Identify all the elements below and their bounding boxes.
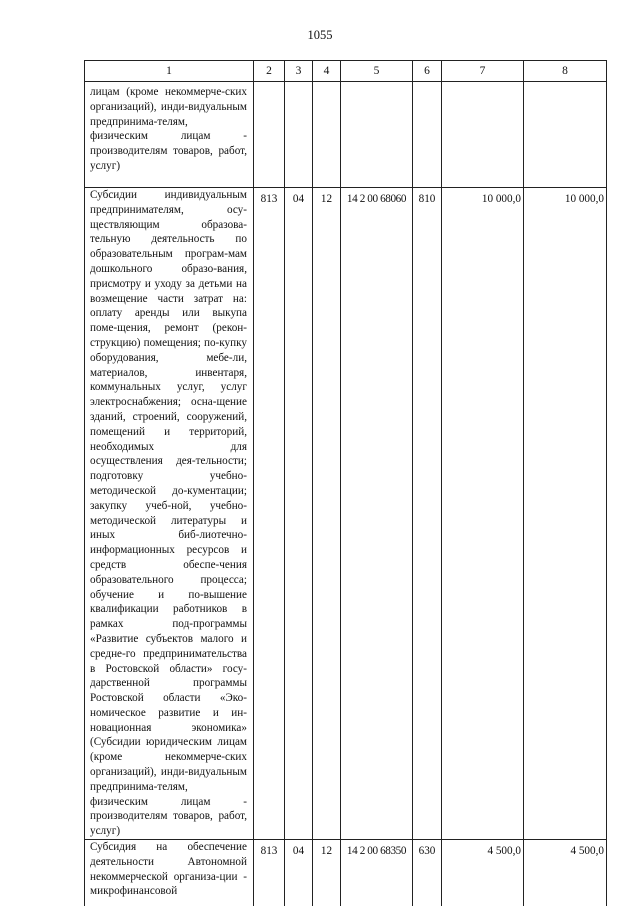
row-target-article: 14 2 00 68060	[341, 188, 413, 840]
row-expense-kind: 810	[413, 188, 442, 840]
row-subsection	[313, 82, 341, 188]
row-target-article: 14 2 00 68350	[341, 840, 413, 906]
row-target-article	[341, 82, 413, 188]
table-header-row	[85, 61, 607, 82]
row-name: Субсидии индивидуальным предпринимателям, осу-ществляющим образова-тельную деятельность по образовательным програм-мам дошкольного образо-вания, присмотру и уходу за детьми на возмещение части затрат на: оплату аренды или выкупа поме-щения, ремонт (рекон-струкцию) помещения; по-купку оборудования, мебе-ли, материалов, инвентаря, коммунальных услуг, услуг электроснабжения; осна-щение зданий, строений, сооружений, помещений и территорий, необходимых для осуществления дея-тельности; подготовку учебно-методической до-кументации; закупку учеб-ной, учебно-методической литературы и иных биб-лиотечно-информационных ресурсов и средств обеспе-чения образовательного процесса; обучение и по-вышение квалификации работников в рамках под-программы «Развитие субъектов малого и средне-го предпринимательства в Ростовской области» госу-дарственной программы Ростовской области «Эко-номическое развитие и ин-новационная экономика» (Субсидии юридическим лицам (кроме некоммерче-ских организаций), инди-видуальным предпринима-телям, физическим лицам - производителям товаров, работ, услуг)	[85, 188, 254, 840]
row-sum-year1	[442, 82, 524, 188]
row-grbs: 813	[254, 840, 285, 906]
row-sum-year1: 4 500,0	[442, 840, 524, 906]
header-col-3: 3	[285, 61, 313, 82]
row-subsection: 12	[313, 840, 341, 906]
header-col-4: 4	[313, 61, 341, 82]
row-sum-year1: 10 000,0	[442, 188, 524, 840]
header-col-8: 8	[524, 61, 607, 82]
row-grbs: 813	[254, 188, 285, 840]
row-name: лицам (кроме некоммерче-ских организаций), инди-видуальным предпринима-телям, физическим лицам - производителям товаров, работ, услуг)	[85, 82, 254, 188]
row-section	[285, 82, 313, 188]
header-col-5: 5	[341, 61, 413, 82]
table-row	[85, 188, 607, 840]
row-subsection: 12	[313, 188, 341, 840]
row-sum-year2: 10 000,0	[524, 188, 607, 840]
header-col-1: 1	[85, 61, 254, 82]
table-row	[85, 82, 607, 188]
row-expense-kind	[413, 82, 442, 188]
row-sum-year2	[524, 82, 607, 188]
row-grbs	[254, 82, 285, 188]
row-sum-year2: 4 500,0	[524, 840, 607, 906]
row-expense-kind: 630	[413, 840, 442, 906]
header-col-7: 7	[442, 61, 524, 82]
budget-table	[84, 60, 607, 906]
row-name: Субсидия на обеспечение деятельности Автономной некоммерческой организа-ции - микрофинансовой	[85, 840, 254, 906]
header-col-6: 6	[413, 61, 442, 82]
header-col-2: 2	[254, 61, 285, 82]
page-number: 1055	[307, 28, 333, 42]
row-section: 04	[285, 840, 313, 906]
row-section: 04	[285, 188, 313, 840]
table-row	[85, 840, 607, 906]
